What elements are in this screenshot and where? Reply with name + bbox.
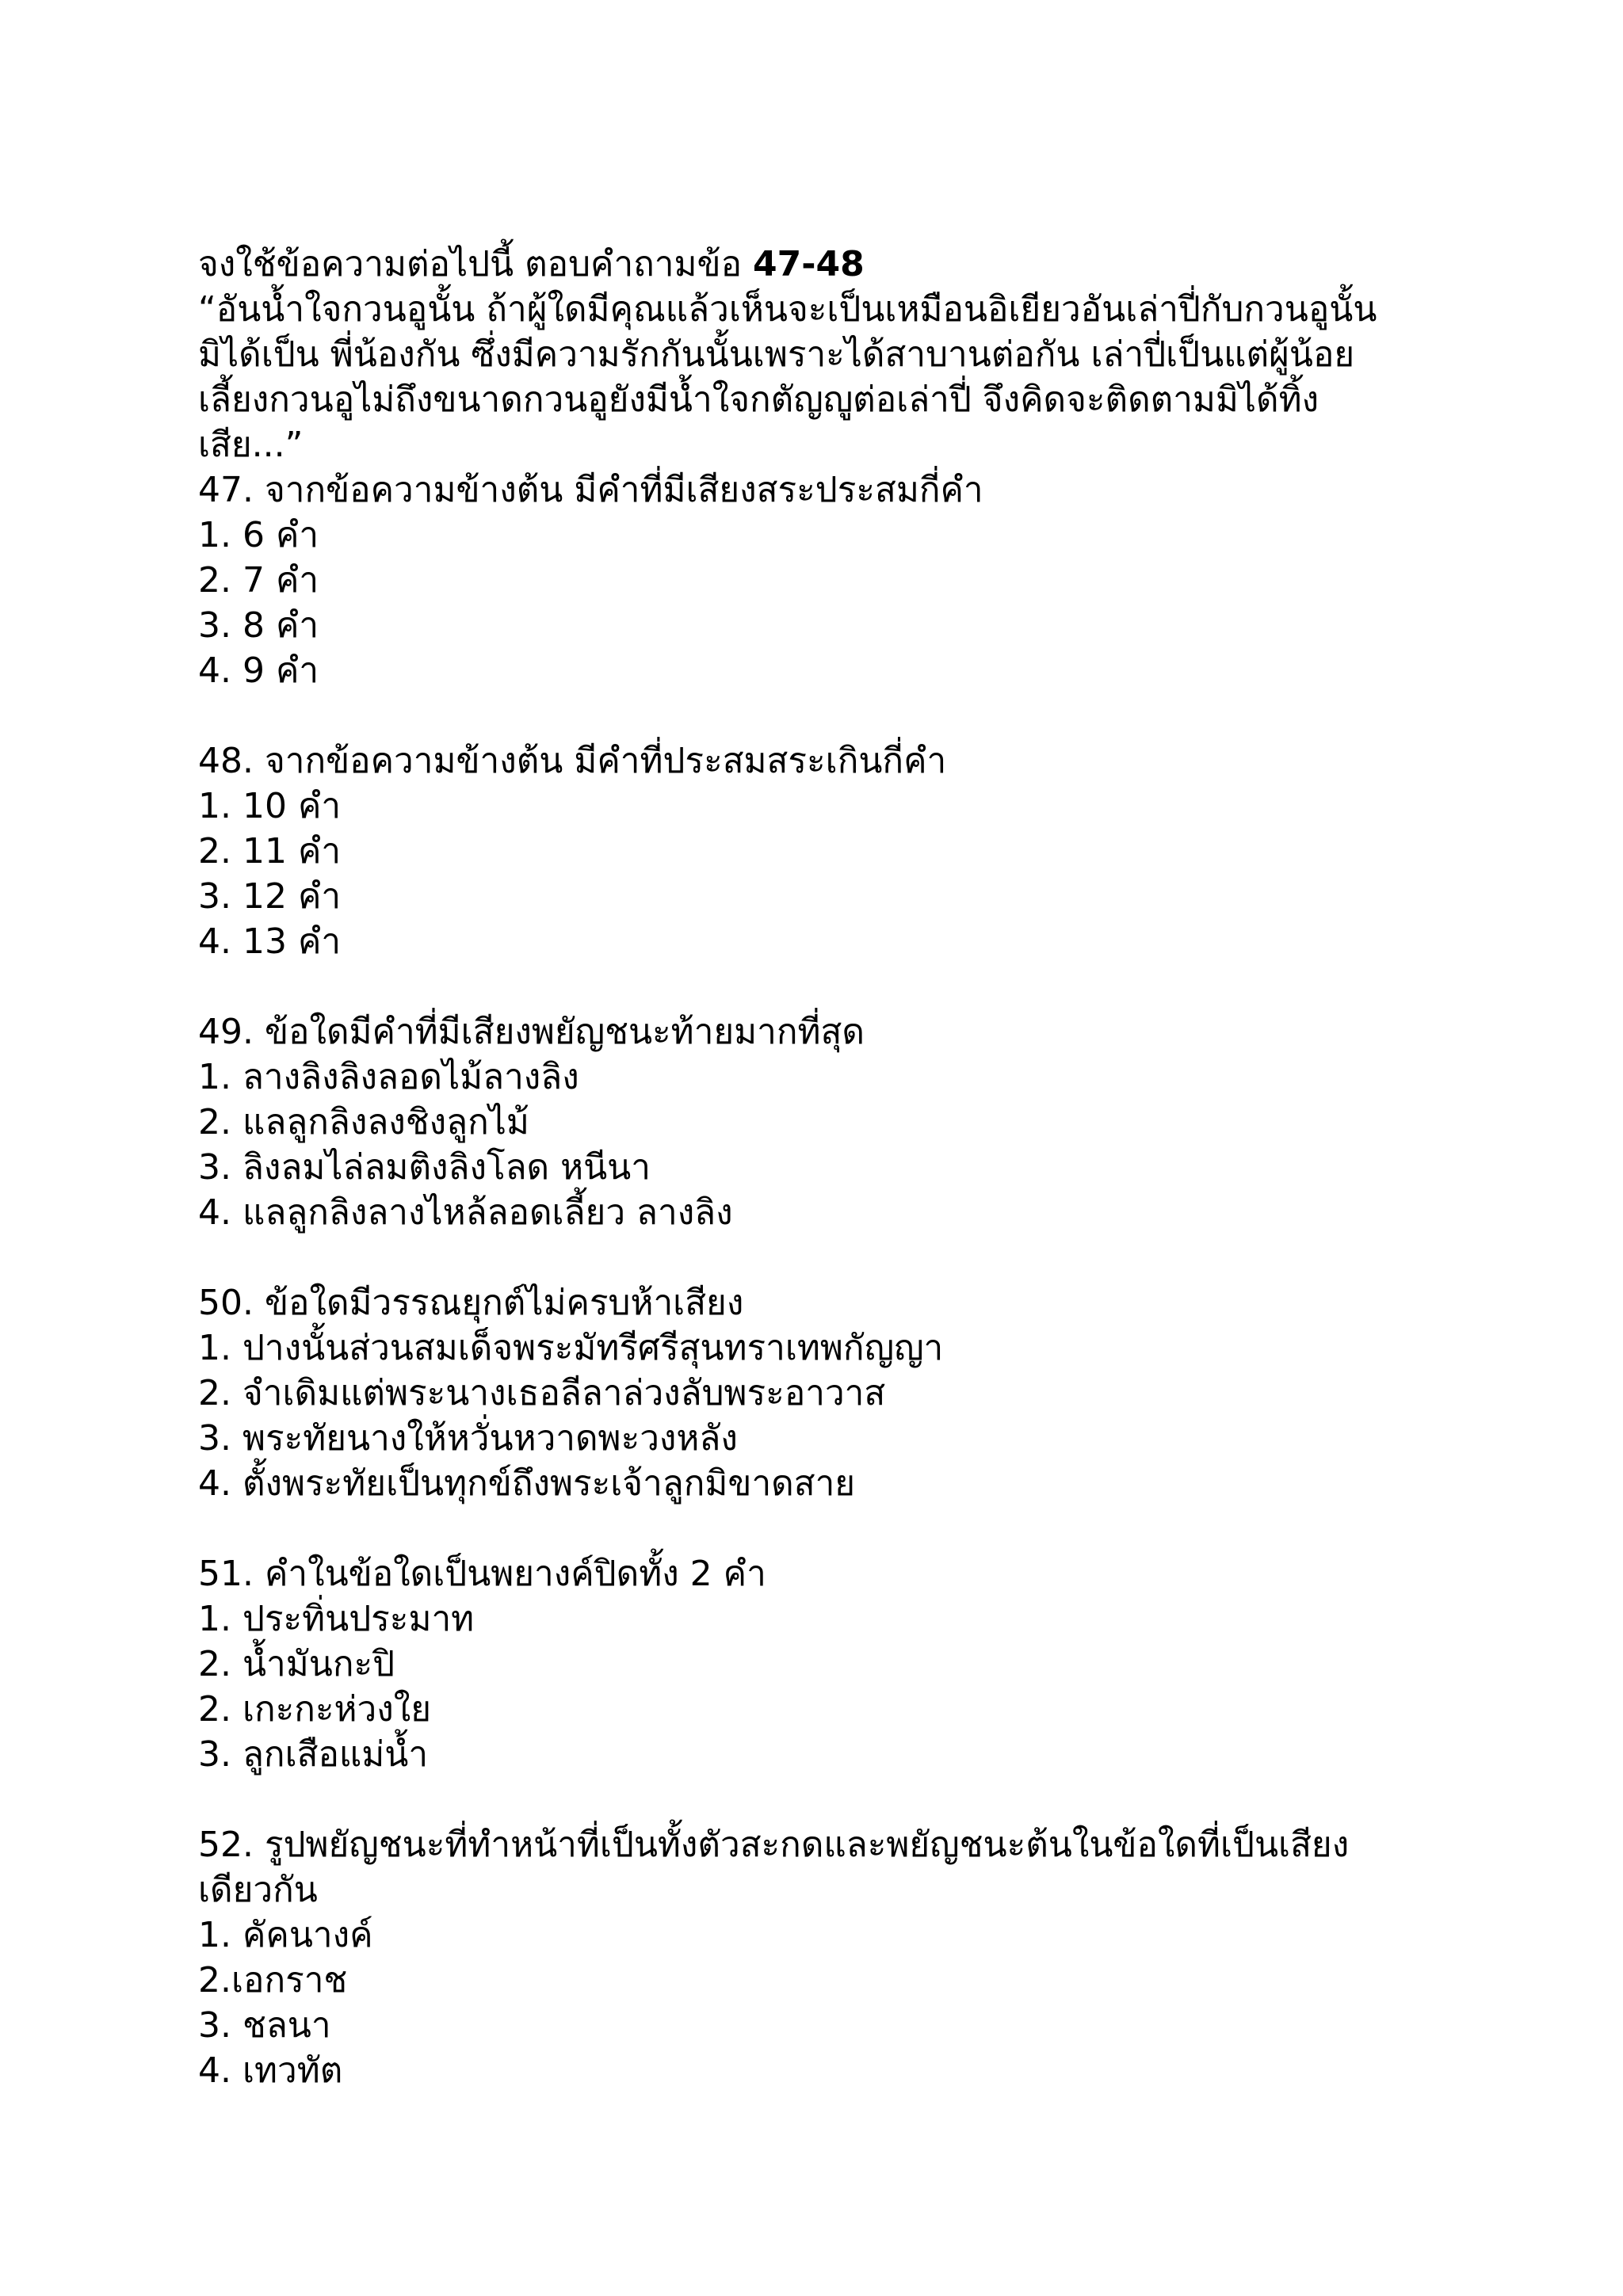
instruction-line (198, 242, 1434, 287)
answer-options (198, 1055, 1434, 1235)
answer-option: 1. 6 คำ (198, 515, 319, 555)
answer-options (198, 1596, 1434, 1777)
answer-option: 4. เทวทัต (198, 2050, 343, 2091)
answer-option: 3. ลูกเสือแม่น้ำ (198, 1734, 429, 1775)
question-49 (198, 1009, 1434, 1235)
answer-option: 3. 8 คำ (198, 605, 319, 646)
question-text: 50. ข้อใดมีวรรณยุกต์ไม่ครบห้าเสียง (198, 1283, 744, 1323)
answer-option: 1. คัคนางค์ (198, 1915, 373, 1955)
question-text: 52. รูปพยัญชนะที่ทำหน้าที่เป็นทั้งตัวสะกดและพยัญชนะต้นในข้อใดที่เป็นเสียงเดียวกัน (198, 1825, 1350, 1910)
answer-options (198, 784, 1434, 964)
answer-option: 4. 9 คำ (198, 650, 319, 691)
passage-line: เลี้ยงกวนอูไม่ถึงขนาดกวนอูยังมีน้ำใจกตัญญูต่อเล่าปี่ จึงคิดจะติดตามมิได้ทิ้ง (198, 379, 1319, 420)
answer-option: 4. ตั้งพระทัยเป็นทุกข์ถึงพระเจ้าลูกมิขาดสาย (198, 1463, 856, 1504)
answer-option: 2. 11 คำ (198, 831, 342, 871)
answer-option: 2. น้ำมันกะปิ (198, 1644, 395, 1684)
answer-option: 1. ลางลิงลิงลอดไม้ลางลิง (198, 1057, 579, 1097)
answer-option: 3. ชลนา (198, 2005, 331, 2046)
answer-options (198, 1913, 1434, 2093)
answer-option: 3. พระทัยนางให้หวั่นหวาดพะวงหลัง (198, 1418, 738, 1459)
question-50 (198, 1280, 1434, 1506)
answer-option: 4. แลลูกลิงลางไหล้ลอดเลี้ยว ลางลิง (198, 1192, 733, 1233)
answer-option: 2. เกะกะห่วงใย (198, 1689, 432, 1730)
answer-option: 3. ลิงลมไล่ลมติงลิงโลด หนีนา (198, 1147, 651, 1188)
answer-option: 3. 12 คำ (198, 876, 342, 917)
answer-option: 2.เอกราช (198, 1960, 348, 2000)
question-text: 48. จากข้อความข้างต้น มีคำที่ประสมสระเกินกี่คำ (198, 741, 947, 781)
passage-line: “อันน้ำใจกวนอูนั้น ถ้าผู้ใดมีคุณแล้วเห็นจะเป็นเหมือนอิเยียวอันเล่าปี่กับกวนอูนั้น (198, 289, 1377, 330)
question-text: 51. คำในข้อใดเป็นพยางค์ปิดทั้ง 2 คำ (198, 1554, 766, 1594)
question-51 (198, 1551, 1434, 1777)
passage-line: เสีย...” (198, 425, 304, 465)
answer-option: 1. 10 คำ (198, 786, 342, 826)
question-range: 47-48 (753, 244, 865, 284)
intro-section (198, 242, 1434, 467)
answer-option: 2. จำเดิมแต่พระนางเธอลีลาล่วงลับพระอาวาส (198, 1373, 886, 1413)
answer-options (198, 1325, 1434, 1506)
answer-option: 2. แลลูกลิงลงชิงลูกไม้ (198, 1102, 529, 1142)
question-text: 49. ข้อใดมีคำที่มีเสียงพยัญชนะท้ายมากที่สุด (198, 1012, 865, 1052)
instruction-text: จงใช้ข้อความต่อไปนี้ ตอบคำถามข้อ (198, 244, 754, 284)
document-page (198, 242, 1434, 2093)
answer-options (198, 513, 1434, 693)
passage-line: มิได้เป็น พี่น้องกัน ซึ่งมีความรักกันนั้นเพราะได้สาบานต่อกัน เล่าปี่เป็นแต่ผู้น้อย (198, 334, 1355, 375)
answer-option: 2. 7 คำ (198, 560, 319, 601)
answer-option: 1. ปางนั้นส่วนสมเด็จพระมัทรีศรีสุนทราเทพกัญญา (198, 1328, 944, 1368)
question-48 (198, 738, 1434, 964)
question-52 (198, 1822, 1434, 2093)
question-47 (198, 467, 1434, 693)
answer-option: 1. ประทิ่นประมาท (198, 1599, 475, 1639)
answer-option: 4. 13 คำ (198, 921, 342, 962)
question-text: 47. จากข้อความข้างต้น มีคำที่มีเสียงสระประสมกี่คำ (198, 470, 983, 510)
